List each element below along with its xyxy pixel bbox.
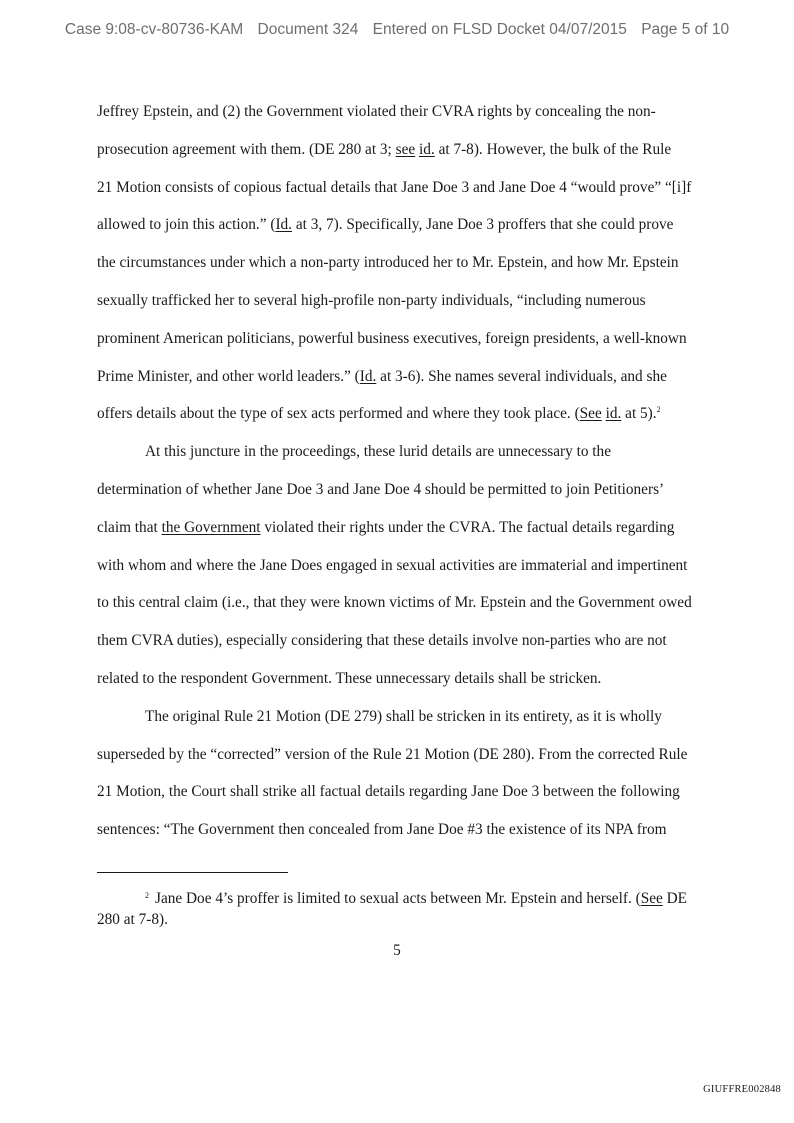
text-span: allowed to join this action.” ( (97, 216, 276, 234)
text-span: to this central claim (i.e., that they were known victims of Mr. Epstein and the Government owed (97, 594, 692, 612)
text-line (97, 395, 717, 433)
text-span: prominent American politicians, powerful business executives, foreign presidents, a well-known (97, 329, 687, 347)
citation-signal: see (395, 140, 416, 158)
text-span: sentences: “The Government then concealed from Jane Doe #3 the existence of its NPA from (97, 821, 667, 839)
text-span: related to the respondent Government. These unnecessary details shall be stricken. (97, 669, 602, 687)
text-span: Jane Doe 4’s proffer is limited to sexual acts between Mr. Epstein and herself. ( (155, 890, 641, 907)
text-span: at 7-8). However, the bulk of the Rule (434, 140, 672, 158)
text-span: 21 Motion consists of copious factual details that Jane Doe 3 and Jane Doe 4 “would prove” “[i]f (97, 178, 692, 196)
text-line (97, 698, 717, 736)
footnote-reference[interactable]: 2 (656, 405, 661, 415)
citation-signal: id. (605, 405, 622, 423)
text-span: prosecution agreement with them. (DE 280 at 3; (97, 140, 396, 158)
case-number: Case 9:08-cv-80736-KAM (64, 21, 244, 38)
document-number: Document 324 (257, 21, 359, 38)
footnote-line (97, 888, 719, 909)
text-span: DE (662, 890, 687, 907)
text-span: violated their rights under the CVRA. The factual details regarding (260, 518, 675, 536)
text-span: At this juncture in the proceedings, these lurid details are unnecessary to the (145, 443, 611, 461)
text-line (97, 736, 717, 774)
text-line (97, 244, 717, 282)
text-span: with whom and where the Jane Does engaged in sexual activities are immaterial and impertinent (97, 556, 688, 574)
text-line (97, 660, 717, 698)
entered-date: Entered on FLSD Docket 04/07/2015 (372, 21, 627, 38)
text-line (97, 93, 717, 131)
text-line (97, 471, 717, 509)
footnote-marker: 2 (145, 891, 149, 900)
text-span: the circumstances under which a non-party introduced her to Mr. Epstein, and how Mr. Epstein (97, 254, 679, 272)
text-span: at 3, 7). Specifically, Jane Doe 3 proffers that she could prove (292, 216, 674, 234)
page-of: Page 5 of 10 (641, 21, 730, 38)
text-span: superseded by the “corrected” version of the Rule 21 Motion (DE 280). From the corrected Rule (97, 745, 688, 763)
page-number: 5 (393, 942, 401, 959)
text-span: them CVRA duties), especially considering that these details involve non-parties who are not (97, 632, 667, 650)
citation-signal: id. (419, 140, 435, 158)
text-line (97, 509, 717, 547)
text-span: offers details about the type of sex acts performed and where they took place. ( (97, 405, 580, 423)
text-line (97, 206, 717, 244)
text-line (97, 547, 717, 585)
text-span: 21 Motion, the Court shall strike all factual details regarding Jane Doe 3 between the following (97, 783, 680, 801)
citation-signal: Id. (359, 367, 377, 385)
underlined-phrase: the Government (161, 518, 261, 536)
text-line (97, 773, 717, 811)
paragraph-1 (97, 93, 717, 433)
citation-signal: See (640, 890, 663, 907)
text-span: claim that (97, 518, 162, 536)
citation-signal: Id. (275, 216, 293, 234)
docket-header (0, 21, 794, 39)
citation-signal: See (579, 405, 602, 423)
text-span: The original Rule 21 Motion (DE 279) shall be stricken in its entirety, as it is wholly (145, 707, 662, 725)
bates-stamp: GIUFFRE002848 (703, 1084, 781, 1095)
paragraph-2 (97, 433, 717, 698)
text-line (97, 131, 717, 169)
text-line (97, 622, 717, 660)
text-line (97, 320, 717, 358)
footnote-line (97, 909, 719, 930)
text-span: 280 at 7-8). (97, 911, 168, 928)
text-line (97, 584, 717, 622)
text-line (97, 358, 717, 396)
text-span: determination of whether Jane Doe 3 and Jane Doe 4 should be permitted to join Petitioners’ (97, 480, 665, 498)
text-span: at 3-6). She names several individuals, and she (376, 367, 667, 385)
text-span: Prime Minister, and other world leaders.” ( (97, 367, 360, 385)
text-line (97, 169, 717, 207)
text-span: Jeffrey Epstein, and (2) the Government violated their CVRA rights by concealing the non- (97, 103, 656, 120)
footnote-separator (97, 872, 288, 873)
text-line (97, 811, 717, 849)
text-span: at 5). (621, 405, 657, 423)
text-line (97, 282, 717, 320)
text-span: sexually trafficked her to several high-profile non-party individuals, “including numerous (97, 291, 646, 309)
footnote-2 (97, 888, 719, 930)
document-body (97, 93, 717, 849)
text-line (97, 433, 717, 471)
paragraph-3 (97, 698, 717, 849)
